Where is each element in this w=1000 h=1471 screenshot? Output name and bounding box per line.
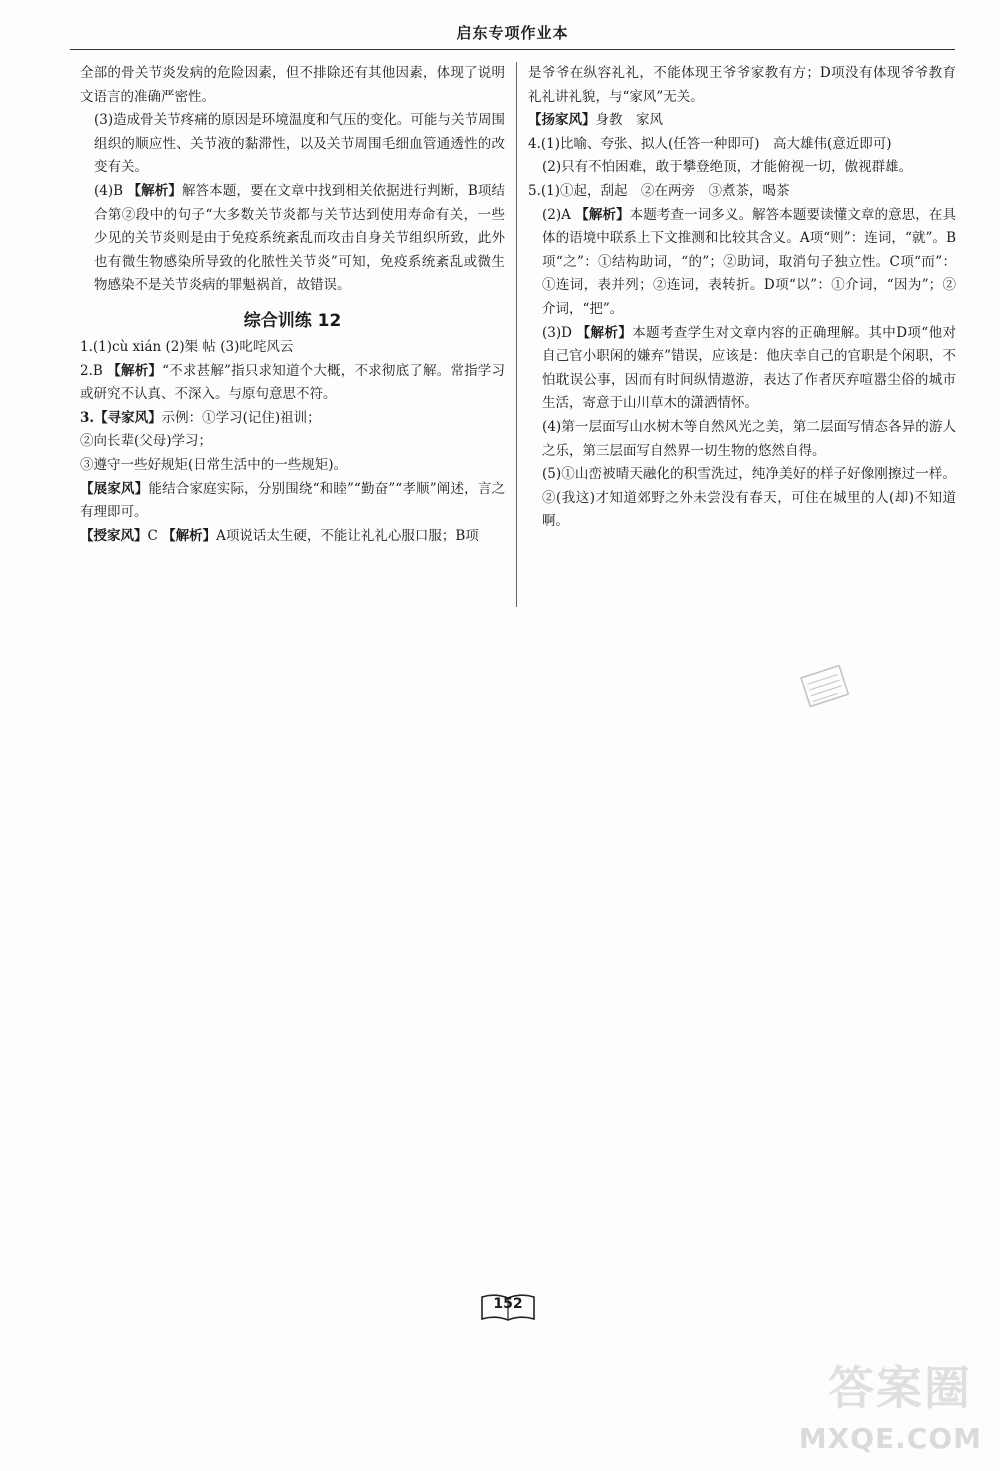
yang-jiafeng [528,109,956,133]
question-2 [80,360,505,407]
question-3-line: ②向长辈(父母)学习； [80,433,213,450]
watermark [792,1353,982,1463]
question-3-line: ③遵守一些好规矩(日常生活中的一些规矩)。 [80,456,348,473]
answer-text: A项说话太生硬，不能让礼礼心服口服；B项 [216,527,479,544]
answer-label: 2.B [80,362,108,379]
page-number-text: 152 [493,1296,523,1312]
section-tag: 【扬家风】 [528,112,596,129]
section-tag: 【授家风】 [80,527,148,544]
section-title: 综合训练 12 [243,310,342,331]
analysis-tag: 【解析】 [107,362,163,379]
stamp-icon [795,665,855,710]
answer-label: C [147,527,163,544]
section-tag: 3.【寻家风】 [80,409,162,426]
column-divider [516,62,517,607]
question-3-teach [80,525,505,549]
answer-item-4 [80,180,505,298]
question-1: 1.(1)cù xián (2)榘 帖 (3)叱咤风云 [80,338,294,355]
answer-label: (3)D [542,324,577,341]
question-5-2 [528,204,956,322]
header-title: 启东专项作业本 [456,24,569,42]
answer-text: “不求甚解”指只求知道个大概，不求彻底了解。常指学习或研究不认真、不深入。与原句意思不符。 [80,362,505,403]
section-tag: 【展家风】 [80,480,149,497]
analysis-tag: 【解析】 [127,182,182,199]
answer-label: (4)B [94,182,124,199]
watermark-url: MXQE.COM [798,1422,982,1455]
analysis-tag: 【解析】 [162,527,217,544]
page-number [478,1293,538,1323]
left-column [80,62,505,548]
paragraph: 是爷爷在纵容礼礼，不能体现王爷爷家教有方；D项没有体现爷爷教育礼礼讲礼貌，与“家风”无关。 [528,65,956,105]
answer-text: 解答本题，要在文章中找到相关依据进行判断，B项结合第②段中的句子“大多数关节炎都与关节达到使用寿命有关，一些少见的关节炎则是由于免疫系统紊乱而攻击自身关节组织所致，此外也有微生物感染所导致的化脓性关节炎”可知，免疫系统紊乱或微生物感染不是关节炎病的罪魁祸首，故错误。 [94,182,506,294]
answer-text: 示例：①学习(记住)祖训； [161,409,321,426]
analysis-tag: 【解析】 [576,324,633,341]
paragraph: 全部的骨关节炎发病的危险因素，但不排除还有其他因素，体现了说明文语言的准确严密性。 [80,65,505,105]
answer-label: (2)A [542,206,576,223]
question-4-1: 4.(1)比喻、夸张、拟人(任答一种即可) 高大雄伟(意近即可) [528,135,892,152]
question-5-1: 5.(1)①起，刮起 ②在两旁 ③煮茶，喝茶 [528,182,790,199]
question-3 [80,407,505,431]
question-3-show [80,478,505,525]
analysis-tag: 【解析】 [575,206,630,223]
answer-text: 本题考查一词多义。解答本题要读懂文章的意思，在具体的语境中联系上下文推测和比较其含义。A项“则”：连词，“就”。B项“之”：①结构助词，“的”；②助词，取消句子独立性。C项“而”：①连词，表并列；②连词，表转折。D项“以”：①介词，“因为”；②介词，“把”。 [542,206,956,317]
right-column [528,62,956,534]
answer-text: 本题考查学生对文章内容的正确理解。其中D项“他对自己官小职闲的嫌弃”错误，应该是：他庆幸自己的官职是个闲职，不怕耽误公事，因而有时间纵情遨游，表达了作者厌弃喧嚣尘俗的城市生活，寄意于山川草木的潇洒情怀。 [542,324,956,412]
question-5-3 [528,322,956,416]
watermark-logo-text: 答案圈 [828,1361,972,1415]
header-rule [70,49,955,50]
answer-text: 身教 家风 [595,112,663,129]
question-5-5: (5)①山峦被晴天融化的积雪洗过，纯净美好的样子好像刚擦过一样。②(我这)才知道郊野之外未尝没有春天，可住在城里的人(却)不知道啊。 [542,466,956,530]
paragraph: (3)造成骨关节疼痛的原因是环境温度和气压的变化。可能与关节周围组织的顺应性、关节液的黏滞性，以及关节周围毛细血管通透性的改变有关。 [94,112,505,176]
question-4-2: (2)只有不怕困难，敢于攀登绝顶，才能俯视一切，傲视群雄。 [542,159,913,176]
question-5-4: (4)第一层面写山水树木等自然风光之美，第二层面写情态各异的游人之乐，第三层面写自然界一切生物的悠然自得。 [542,418,956,459]
answer-text: 能结合家庭实际，分别围绕“和睦”“勤奋”“孝顺”阐述，言之有理即可。 [80,480,505,521]
running-header [70,18,955,48]
